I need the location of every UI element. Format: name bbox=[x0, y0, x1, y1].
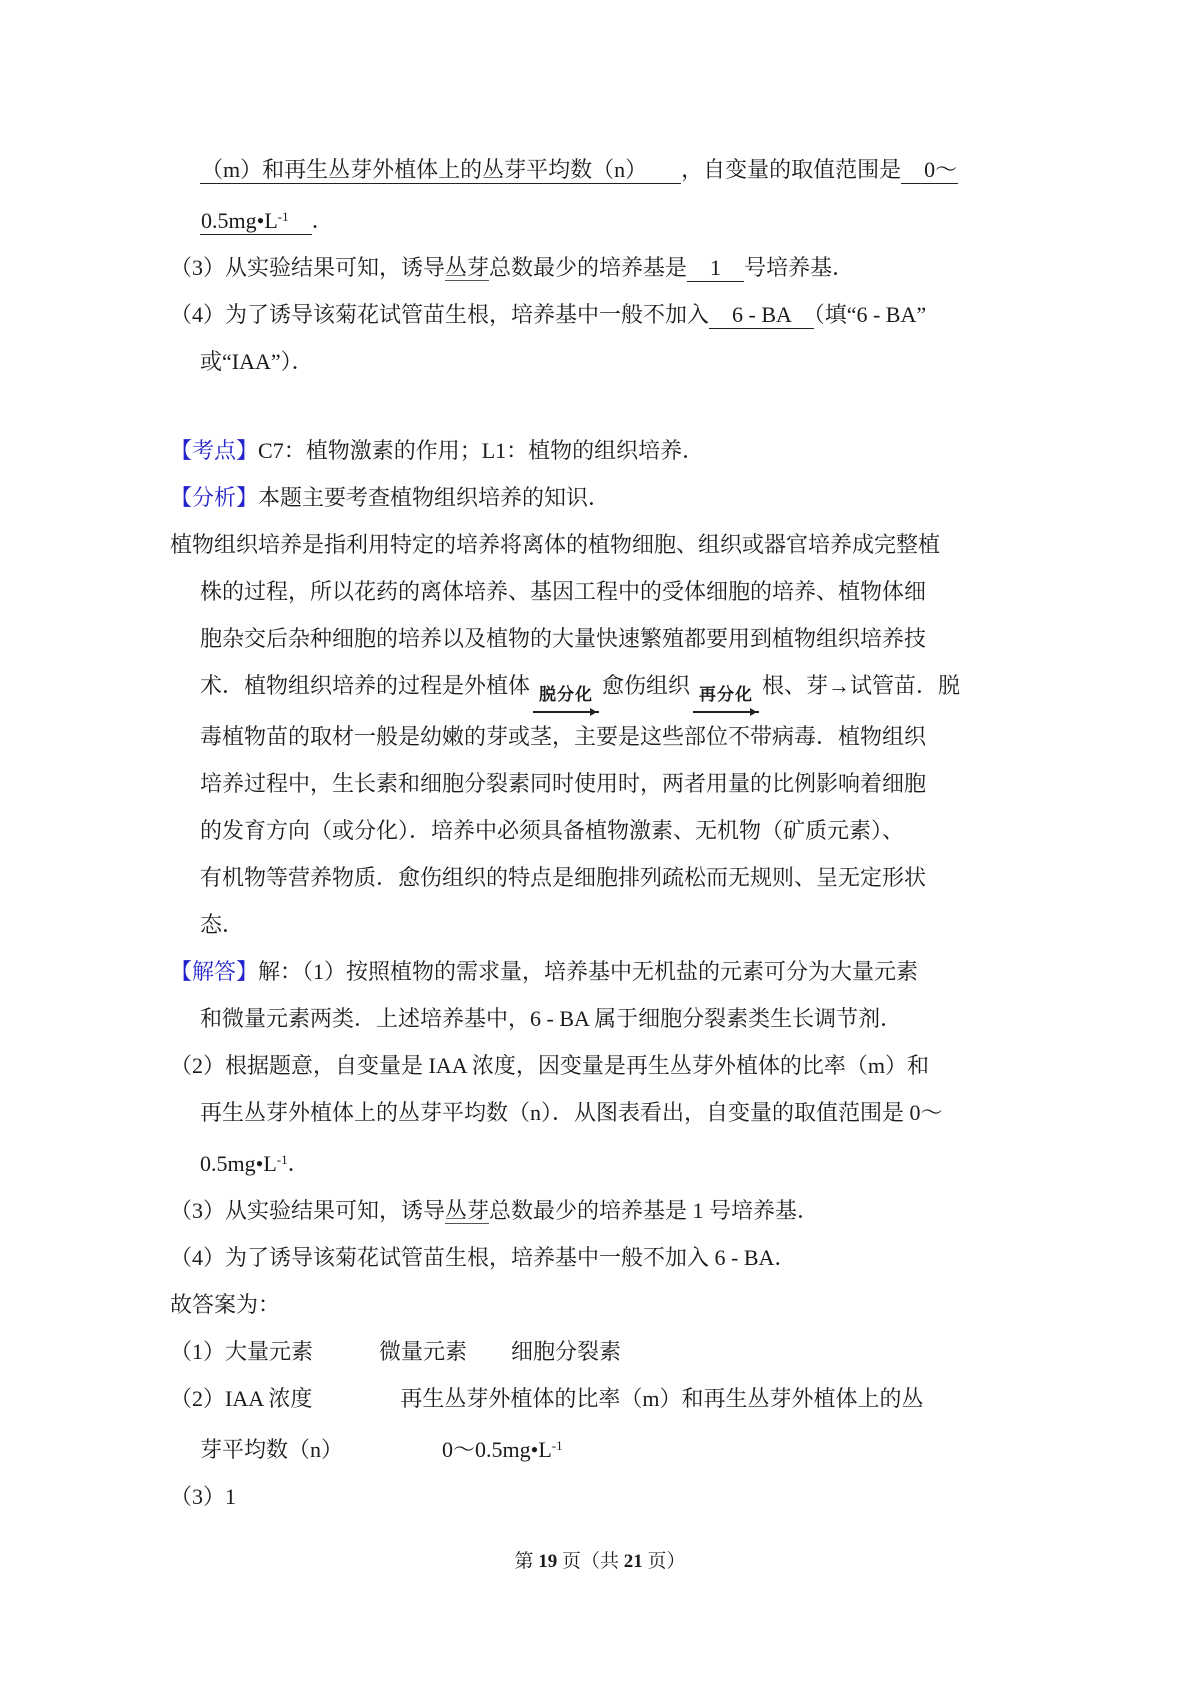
text-run: （2）根据题意，自变量是 IAA 浓度，因变量是再生丛芽外植体的比率（m）和 bbox=[170, 1053, 930, 1078]
text-run: 毒植物苗的取材一般是幼嫩的芽或茎，主要是这些部位不带病毒．植物组织 bbox=[200, 724, 927, 749]
text-run: 培养过程中，生长素和细胞分裂素同时使用时，两者用量的比例影响着细胞 bbox=[200, 771, 927, 796]
text-run: 芽平均数（n） 0～0.5mg•L bbox=[200, 1437, 552, 1462]
text-run: 和微量元素两类．上述培养基中，6 - BA 属于细胞分裂素类生长调节剂． bbox=[200, 1006, 903, 1031]
page-footer bbox=[0, 1546, 1200, 1573]
text-run: 页） bbox=[642, 1551, 686, 1572]
superscript: -1 bbox=[276, 1152, 288, 1167]
text-line bbox=[170, 662, 1040, 713]
text-run: C7：植物激素的作用；L1：植物的组织培养． bbox=[258, 438, 705, 463]
text-line bbox=[170, 901, 1040, 948]
text-line bbox=[170, 854, 1040, 901]
text-run: ． bbox=[311, 208, 334, 233]
bold-number: 21 bbox=[623, 1551, 643, 1572]
text-run: （填“6 - BA” bbox=[813, 302, 927, 327]
text-run: 根、芽→试管苗．脱 bbox=[762, 673, 961, 698]
text-run: 的发育方向（或分化）．培养中必须具备植物激素、无机物（矿质元素）、 bbox=[200, 818, 905, 843]
text-line bbox=[170, 760, 1040, 807]
answer-blank: 1 bbox=[688, 255, 744, 280]
text-line bbox=[170, 427, 1040, 474]
answer-blank: 0～ bbox=[902, 157, 958, 182]
text-run: ． bbox=[287, 1151, 310, 1176]
text-run: （3）从实验结果可知，诱导 bbox=[170, 1198, 446, 1223]
text-run: 术．植物组织培养的过程是外植体 bbox=[200, 673, 531, 698]
text-line bbox=[170, 1042, 1040, 1089]
text-run: 故答案为： bbox=[170, 1292, 281, 1317]
text-run: （4）为了诱导该菊花试管苗生根，培养基中一般不加入 bbox=[170, 302, 710, 327]
text-run: 再生丛芽外植体上的丛芽平均数（n）．从图表看出，自变量的取值范围是 0～ bbox=[200, 1100, 943, 1125]
text-run: 号培养基． bbox=[744, 255, 855, 280]
text-line bbox=[170, 338, 1040, 385]
labeled-arrow bbox=[693, 686, 759, 713]
text-line bbox=[170, 291, 1040, 338]
text-line bbox=[170, 193, 1040, 244]
term-underline: 丛芽 bbox=[445, 255, 490, 280]
text-run: 植物组织培养是指利用特定的培养将离体的植物细胞、组织或器官培养成完整植 bbox=[170, 532, 941, 557]
text-line bbox=[170, 1187, 1040, 1234]
term-underline: 丛芽 bbox=[445, 1198, 490, 1223]
text-run: 态． bbox=[200, 912, 245, 937]
arrow-label: 再分化 bbox=[699, 685, 754, 704]
text-run: 有机物等营养物质．愈伤组织的特点是细胞排列疏松而无规则、呈无定形状 bbox=[200, 865, 927, 890]
text-line bbox=[170, 1375, 1040, 1422]
text-run: （2）IAA 浓度 再生丛芽外植体的比率（m）和再生丛芽外植体上的丛 bbox=[170, 1386, 924, 1411]
text-run: 总数最少的培养基是 bbox=[489, 255, 688, 280]
text-run: ，自变量的取值范围是 bbox=[681, 157, 902, 182]
text-run: （4）为了诱导该菊花试管苗生根，培养基中一般不加入 6 - BA． bbox=[170, 1245, 797, 1270]
text-line bbox=[170, 807, 1040, 854]
text-run: 总数最少的培养基是 1 号培养基． bbox=[489, 1198, 820, 1223]
text-run: 本题主要考查植物组织培养的知识． bbox=[258, 485, 611, 510]
text-line bbox=[170, 146, 1040, 193]
text-line bbox=[170, 995, 1040, 1042]
section-label: 【考点】 bbox=[170, 438, 259, 463]
text-line bbox=[170, 1281, 1040, 1328]
text-line bbox=[170, 1422, 1040, 1473]
text-run: （3）从实验结果可知，诱导 bbox=[170, 255, 446, 280]
text-run: 或“IAA”）． bbox=[200, 349, 314, 374]
labeled-arrow bbox=[533, 686, 599, 713]
text-run: （3）1 bbox=[170, 1484, 237, 1509]
text-line bbox=[170, 1234, 1040, 1281]
text-run: 株的过程，所以花药的离体培养、基因工程中的受体细胞的培养、植物体细 bbox=[200, 579, 927, 604]
text-run: 0.5mg•L bbox=[200, 1151, 277, 1176]
text-line bbox=[170, 521, 1040, 568]
text-line bbox=[170, 1089, 1040, 1136]
text-line bbox=[170, 948, 1040, 995]
text-run: 第 bbox=[514, 1551, 539, 1572]
text-line bbox=[170, 615, 1040, 662]
text-line bbox=[170, 244, 1040, 291]
text-run: 页（共 bbox=[557, 1551, 624, 1572]
section-label: 【解答】 bbox=[170, 959, 259, 984]
text-line bbox=[170, 1136, 1040, 1187]
text-run bbox=[289, 208, 311, 233]
section-label: 【分析】 bbox=[170, 485, 259, 510]
right-arrow-icon bbox=[533, 704, 599, 713]
text-line bbox=[170, 474, 1040, 521]
text-run: 0.5mg•L bbox=[201, 208, 278, 233]
text-line bbox=[170, 713, 1040, 760]
document-body bbox=[170, 146, 1040, 1520]
text-run: 解：（1）按照植物的需求量，培养基中无机盐的元素可分为大量元素 bbox=[258, 959, 919, 984]
text-run: （1）大量元素 微量元素 细胞分裂素 bbox=[170, 1339, 622, 1364]
bold-number: 19 bbox=[538, 1551, 558, 1572]
text-run: 愈伤组织 bbox=[602, 673, 691, 698]
answer-blank: 6 - BA bbox=[710, 302, 813, 327]
arrow-label: 脱分化 bbox=[539, 685, 594, 704]
text-line bbox=[170, 1473, 1040, 1520]
right-arrow-icon bbox=[693, 704, 759, 713]
text-line bbox=[170, 568, 1040, 615]
answer-blank: （m）和再生丛芽外植体上的丛芽平均数（n） bbox=[201, 157, 681, 182]
superscript: -1 bbox=[277, 209, 289, 224]
answer-blank bbox=[200, 208, 312, 235]
text-run: 胞杂交后杂种细胞的培养以及植物的大量快速繁殖都要用到植物组织培养技 bbox=[200, 626, 927, 651]
superscript: -1 bbox=[551, 1438, 563, 1453]
text-line bbox=[170, 1328, 1040, 1375]
